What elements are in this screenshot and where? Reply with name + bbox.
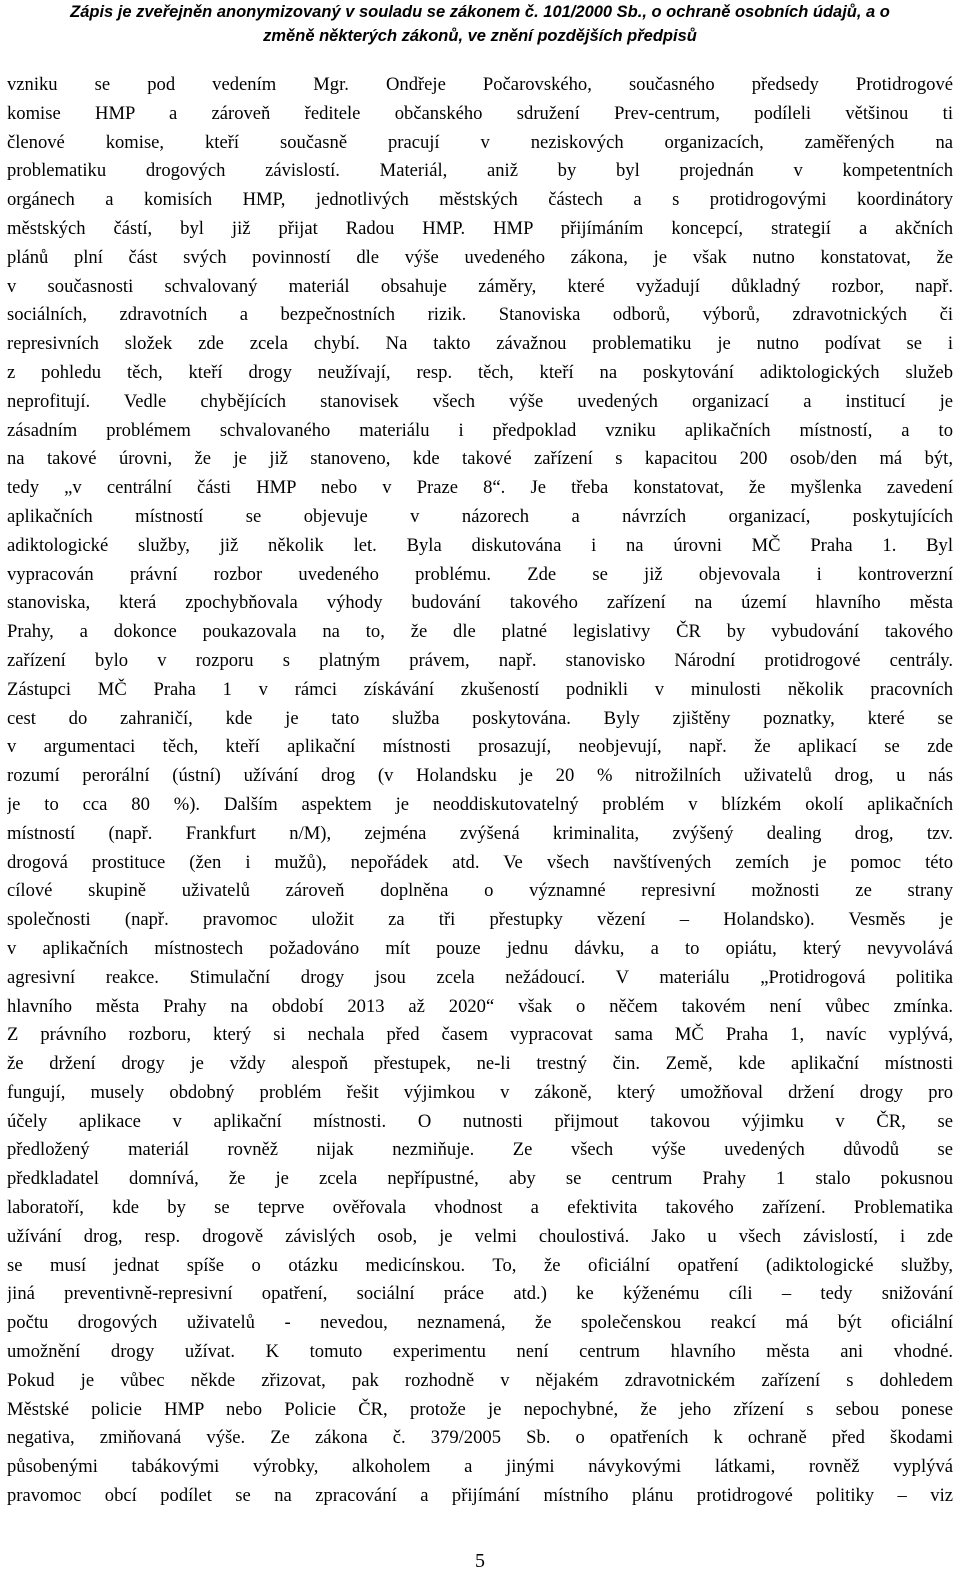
text-line: aplikačních místností se objevuje v názorech a návrzích organizací, poskytujících xyxy=(7,505,953,527)
text-line: rozumí perorální (ústní) užívání drog (v Holandsku je 20 % nitrožilních uživatelů drog, u nás xyxy=(7,765,953,787)
text-line: v argumentaci těch, kteří aplikační místnosti prosazují, neobjevují, např. že aplikací se zde xyxy=(7,736,953,758)
text-line: předložený materiál rovněž nijak nezmiňuje. Ze všech výše uvedených důvodů se xyxy=(7,1139,953,1161)
text-line: adiktologické služby, již několik let. Byla diskutována i na úrovni MČ Praha 1. Byl xyxy=(7,534,953,556)
text-line: vzniku se pod vedením Mgr. Ondřeje Počarovského, současného předsedy Protidrogové xyxy=(7,74,953,95)
text-line: je to cca 80 %). Dalším aspektem je neoddiskutovatelný problém v blízkém okolí aplikačních xyxy=(7,793,953,815)
text-line: drogová prostituce (žen i mužů), nepořádek atd. Ve všech navštívených zemích je pomoc této xyxy=(7,851,953,873)
document-header xyxy=(0,0,960,48)
text-line: působenými tabákovými výrobky, alkoholem a jinými návykovými látkami, rovněž vyplývá xyxy=(7,1456,953,1478)
text-line: Městské policie HMP nebo Policie ČR, protože je nepochybné, že jeho zřízení s sebou ponese xyxy=(7,1398,953,1420)
text-line: neprofitují. Vedle chybějících stanovisek všech výše uvedených organizací a institucí je xyxy=(7,390,953,412)
text-line: pravomoc obcí podílet se na zpracování a přijímání místního plánu protidrogové politiky – viz xyxy=(7,1485,953,1507)
text-line: účely aplikace v aplikační místnosti. O nutnosti přijmout takovou výjimku v ČR, se xyxy=(7,1110,953,1132)
text-line: místností (např. Frankfurt n/M), zejména zvýšená kriminalita, zvýšený dealing drog, tzv. xyxy=(7,822,953,844)
text-line: Prahy, a dokonce poukazovala na to, že dle platné legislativy ČR by vybudování takového xyxy=(7,621,953,643)
text-line: fungují, musely obdobný problém řešit výjimkou v zákoně, který umožňoval držení drogy pro xyxy=(7,1081,953,1103)
body-paragraph xyxy=(7,71,953,1511)
text-line: v aplikačních místnostech požadováno mít pouze jednu dávku, a to opiátu, který nevyvolává xyxy=(7,937,953,959)
text-line: hlavního města Prahy na období 2013 až 2020“ však o něčem takovém není vůbec zmínka. xyxy=(7,995,953,1017)
text-line: jiná preventivně-represivní opatření, sociální práce atd.) ke kýženému cíli – tedy snižování xyxy=(7,1283,953,1305)
text-line: užívání drog, resp. drogově závislých osob, je velmi choulostivá. Jako u všech závislostí, i zde xyxy=(7,1225,953,1247)
text-line: represivních složek zde zcela chybí. Na takto závažnou problematiku je nutno podívat se i xyxy=(7,333,953,355)
text-line: laboratoří, kde by se teprve ověřovala vhodnost a efektivita takového zařízení. Problematika xyxy=(7,1197,953,1219)
text-line: problematiku drogových závislostí. Materiál, aniž by byl projednán v kompetentních xyxy=(7,160,953,182)
text-line: zařízení bylo v rozporu s platným právem, např. stanovisko Národní protidrogové centrály. xyxy=(7,649,953,671)
text-line: plánů plní část svých povinností dle výše uvedeného zákona, je však nutno konstatovat, že xyxy=(7,246,953,268)
text-line: vypracován právní rozbor uvedeného problému. Zde se již objevovala i kontroverzní xyxy=(7,563,953,585)
text-line: Z právního rozboru, který si nechala před časem vypracovat sama MČ Praha 1, navíc vyplývá, xyxy=(7,1024,953,1046)
text-line: stanoviska, která zpochybňovala výhody budování takového zařízení na území hlavního města xyxy=(7,592,953,614)
text-line: na takové úrovni, že je již stanoveno, kde takové zařízení s kapacitou 200 osob/den má být, xyxy=(7,448,953,470)
text-line: orgánech a komisích HMP, jednotlivých městských částech a s protidrogovými koordinátory xyxy=(7,189,953,211)
text-line: zásadním problémem schvalovaného materiálu i předpoklad vzniku aplikačních místností, a to xyxy=(7,419,953,441)
text-line: umožnění drogy užívat. K tomuto experimentu není centrum hlavního města ani vhodné. xyxy=(7,1341,953,1363)
text-line: cílové skupině uživatelů zároveň doplněna o významné represivní možnosti ze strany xyxy=(7,880,953,902)
text-line: předkladatel domnívá, že je zcela nepřípustné, aby se centrum Prahy 1 stalo pokusnou xyxy=(7,1168,953,1190)
header-line-2: změně některých zákonů, ve znění pozdějších předpisů xyxy=(263,27,697,45)
text-line: Zástupci MČ Praha 1 v rámci získávání zkušeností podnikli v minulosti několik pracovních xyxy=(7,678,953,700)
text-line: negativa, zmiňovaná výše. Ze zákona č. 379/2005 Sb. o opatřeních k ochraně před škodami xyxy=(7,1427,953,1449)
text-line: se musí jednat spíše o otázku medicínskou. To, že oficiální opatření (adiktologické služby, xyxy=(7,1254,953,1276)
text-line: komise HMP a zároveň ředitele občanského sdružení Prev-centrum, podíleli většinou ti xyxy=(7,102,953,124)
text-line: cest do zahraničí, kde je tato služba poskytována. Byly zjištěny poznatky, které se xyxy=(7,707,953,729)
text-line: v současnosti schvalovaný materiál obsahuje záměry, které vyžadují důkladný rozbor, např. xyxy=(7,275,953,297)
text-line: agresivní reakce. Stimulační drogy jsou zcela nežádoucí. V materiálu „Protidrogová politika xyxy=(7,966,953,988)
text-line: tedy „v centrální části HMP nebo v Praze 8“. Je třeba konstatovat, že myšlenka zavedení xyxy=(7,477,953,499)
text-line: sociálních, zdravotních a bezpečnostních rizik. Stanoviska odborů, výborů, zdravotnických či xyxy=(7,304,953,326)
text-line: počtu drogových uživatelů - nevedou, neznamená, že společenskou reakcí má být oficiální xyxy=(7,1312,953,1334)
text-line: městských částí, byl již přijat Radou HMP. HMP přijímáním koncepcí, strategií a akčních xyxy=(7,217,953,239)
header-line-1: Zápis je zveřejněn anonymizovaný v souladu se zákonem č. 101/2000 Sb., o ochraně osobních údajů, a o xyxy=(70,3,890,21)
text-line: z pohledu těch, kteří drogy neužívají, resp. těch, kteří na poskytování adiktologických služeb xyxy=(7,361,953,383)
text-line: že držení drogy je vždy alespoň přestupek, ne-li trestný čin. Země, kde aplikační místnosti xyxy=(7,1053,953,1075)
text-line: společnosti (např. pravomoc uložit za tři přestupky vězení – Holandsko). Vesměs je xyxy=(7,909,953,931)
text-line: Pokud je vůbec někde zřizovat, pak rozhodně v nějakém zdravotnickém zařízení s dohledem xyxy=(7,1369,953,1391)
text-line: členové komise, kteří současně pracují v neziskových organizacích, zaměřených na xyxy=(7,131,953,153)
page-number: 5 xyxy=(475,1550,485,1572)
